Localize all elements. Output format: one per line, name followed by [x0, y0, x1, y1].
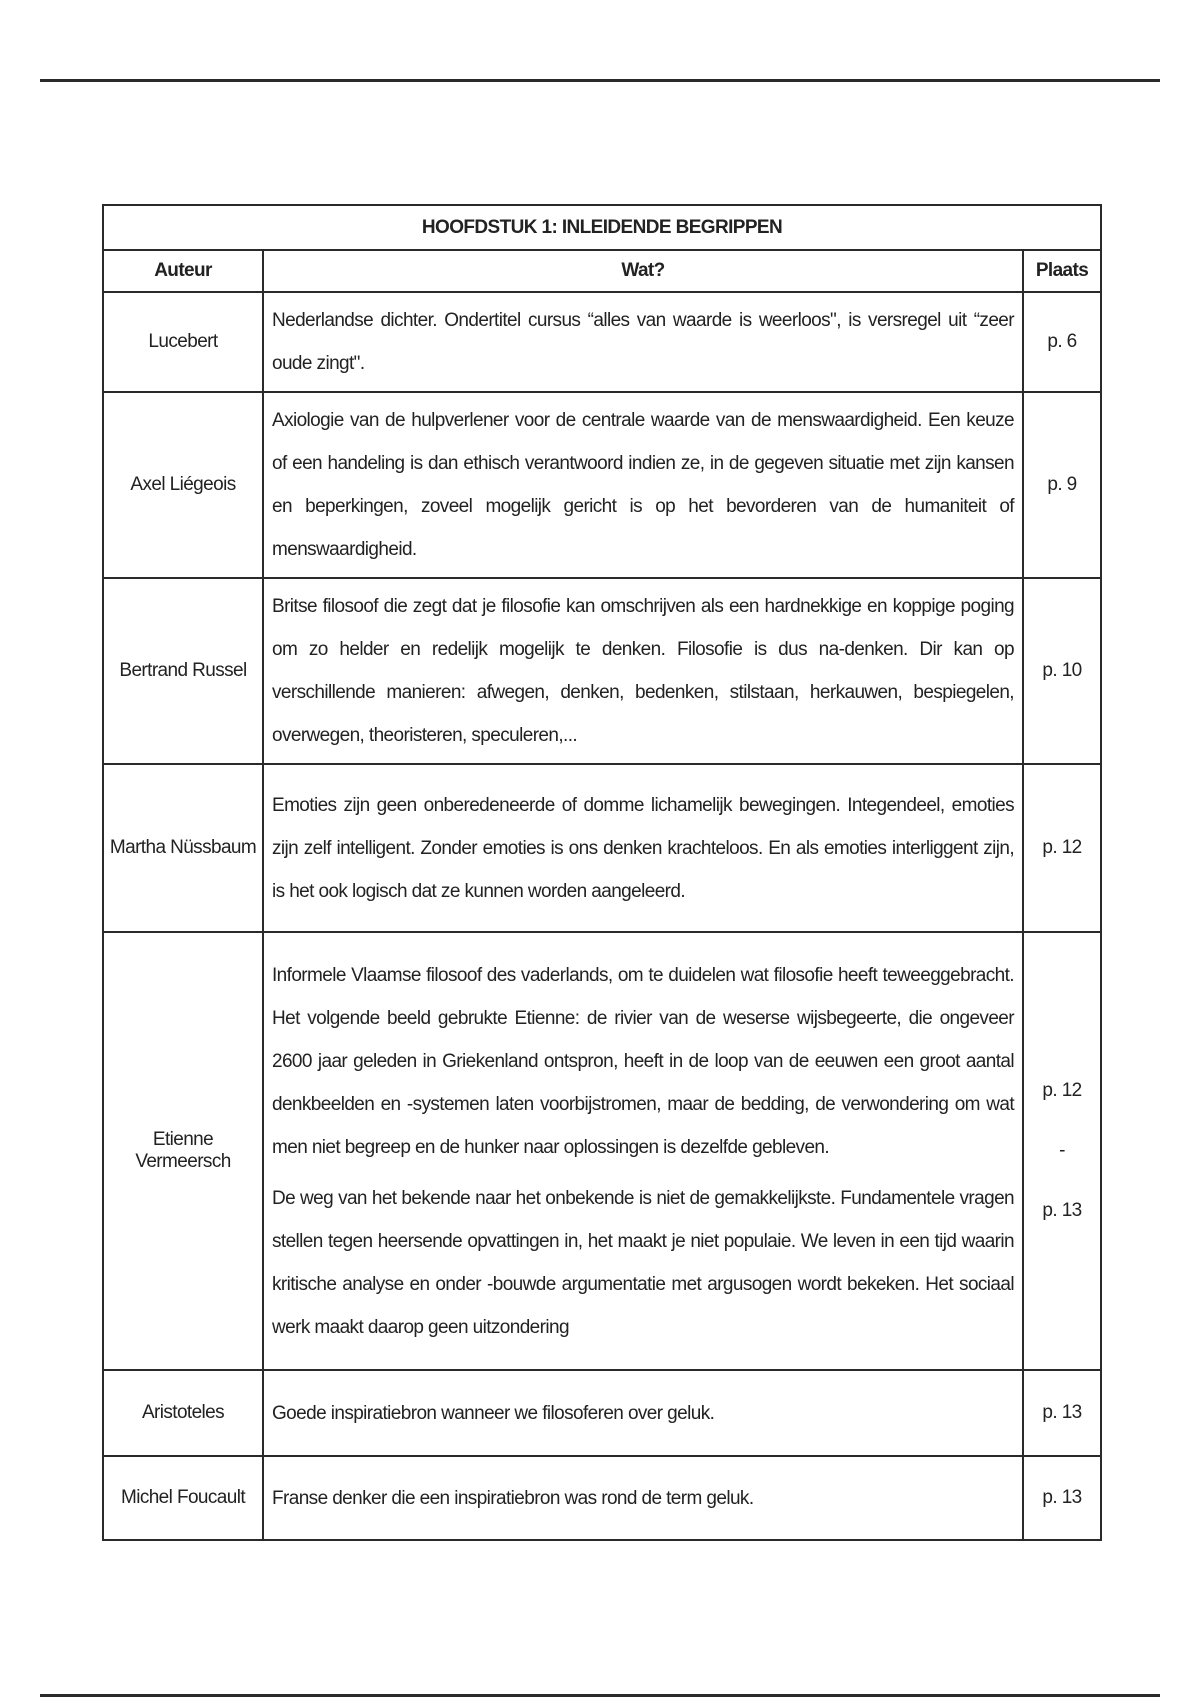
header-what: Wat?: [263, 250, 1023, 292]
page-reference: p. 13: [1042, 1200, 1082, 1221]
place-cell: [1023, 1456, 1101, 1540]
summary-table: [102, 204, 1102, 1541]
page-reference: p. 13: [1042, 1402, 1082, 1423]
table-row: [103, 764, 1101, 932]
description-cell: [263, 292, 1023, 392]
page-reference: p. 13: [1042, 1487, 1082, 1508]
top-rule: [40, 79, 1160, 82]
description-paragraph: Emoties zijn geen onberedeneerde of domme lichamelijk bewegingen. Integendeel, emoties zijn zelf intelligent. Zonder emoties is ons denken krachteloos. En als emoties interliggent zijn, is het ook logisch dat ze kunnen worden aangeleerd.: [272, 794, 1014, 902]
page-reference: p. 9: [1047, 474, 1077, 495]
author-cell: Axel Liégeois: [103, 392, 263, 578]
description-paragraph: Franse denker die een inspiratiebron was rond de term geluk.: [272, 1487, 754, 1509]
place-cell: [1023, 764, 1101, 932]
place-cell: [1023, 932, 1101, 1370]
table-row: [103, 392, 1101, 578]
description-paragraph: Nederlandse dichter. Ondertitel cursus “alles van waarde is weerloos", is versregel uit “zeer oude zingt".: [272, 310, 1014, 374]
title-row: [103, 205, 1101, 250]
author-cell: Bertrand Russel: [103, 578, 263, 764]
description-cell: [263, 932, 1023, 1370]
description-paragraph: Britse filosoof die zegt dat je filosofie kan omschrijven als een hardnekkige en koppige poging om zo helder en redelijk mogelijk te denken. Filosofie is dus na-denken. Dir kan op verschillende manieren: afwegen, denken, bedenken, stilstaan, herkauwen, bespiegelen, overwegen, theoristeren, speculeren,...: [272, 596, 1014, 746]
place-cell: [1023, 292, 1101, 392]
author-cell: Aristoteles: [103, 1370, 263, 1456]
description-paragraph: Goede inspiratiebron wanneer we filosoferen over geluk.: [272, 1402, 715, 1424]
table-row: [103, 578, 1101, 764]
description-paragraph: De weg van het bekende naar het onbekende is niet de gemakkelijkste. Fundamentele vragen stellen tegen heersende opvattingen in, het maakt je niet populaie. We leven in een tijd waarin kritische analyse en onder -bouwde argumentatie met argusogen wordt bekeken. Het sociaal werk maakt daarop geen uitzondering: [272, 1187, 1014, 1338]
page-reference: p. 6: [1047, 331, 1077, 352]
place-cell: [1023, 1370, 1101, 1456]
author-cell: Lucebert: [103, 292, 263, 392]
page-reference: p. 12: [1042, 837, 1082, 858]
description-paragraph: Axiologie van de hulpverlener voor de centrale waarde van de menswaardigheid. Een keuze of een handeling is dan ethisch verantwoord indien ze, in de gegeven situatie met zijn kansen en beperkingen, zoveel mogelijk gericht is op het bevorderen van de humaniteit of menswaardigheid.: [272, 410, 1014, 560]
author-cell: Martha Nüssbaum: [103, 764, 263, 932]
author-cell: Etienne Vermeersch: [103, 932, 263, 1370]
bottom-rule: [40, 1694, 1160, 1697]
table-title: HOOFDSTUK 1: INLEIDENDE BEGRIPPEN: [103, 205, 1101, 250]
description-cell: [263, 1456, 1023, 1540]
page-reference: -: [1059, 1140, 1065, 1161]
description-cell: [263, 392, 1023, 578]
author-cell: Michel Foucault: [103, 1456, 263, 1540]
table-row: [103, 932, 1101, 1370]
table-row: [103, 292, 1101, 392]
header-author: Auteur: [103, 250, 263, 292]
header-place: Plaats: [1023, 250, 1101, 292]
header-row: [103, 250, 1101, 292]
page-reference: p. 12: [1042, 1080, 1082, 1101]
table-row: [103, 1456, 1101, 1540]
place-cell: [1023, 392, 1101, 578]
description-cell: [263, 578, 1023, 764]
description-cell: [263, 764, 1023, 932]
table-row: [103, 1370, 1101, 1456]
description-cell: [263, 1370, 1023, 1456]
description-paragraph: Informele Vlaamse filosoof des vaderlands, om te duidelen wat filosofie heeft teweeggebracht. Het volgende beeld gebrukte Etienne: de rivier van de weserse wijsbegeerte, die ongeveer 2600 jaar geleden in Griekenland ontspron, heeft in de loop van de eeuwen een groot aantal denkbeelden en -systemen laten voorbijstromen, maar de bedding, de verwondering om wat men niet begreep en de hunker naar oplossingen is dezelfde gebleven.: [272, 964, 1014, 1158]
page-reference: p. 10: [1042, 660, 1082, 681]
place-cell: [1023, 578, 1101, 764]
